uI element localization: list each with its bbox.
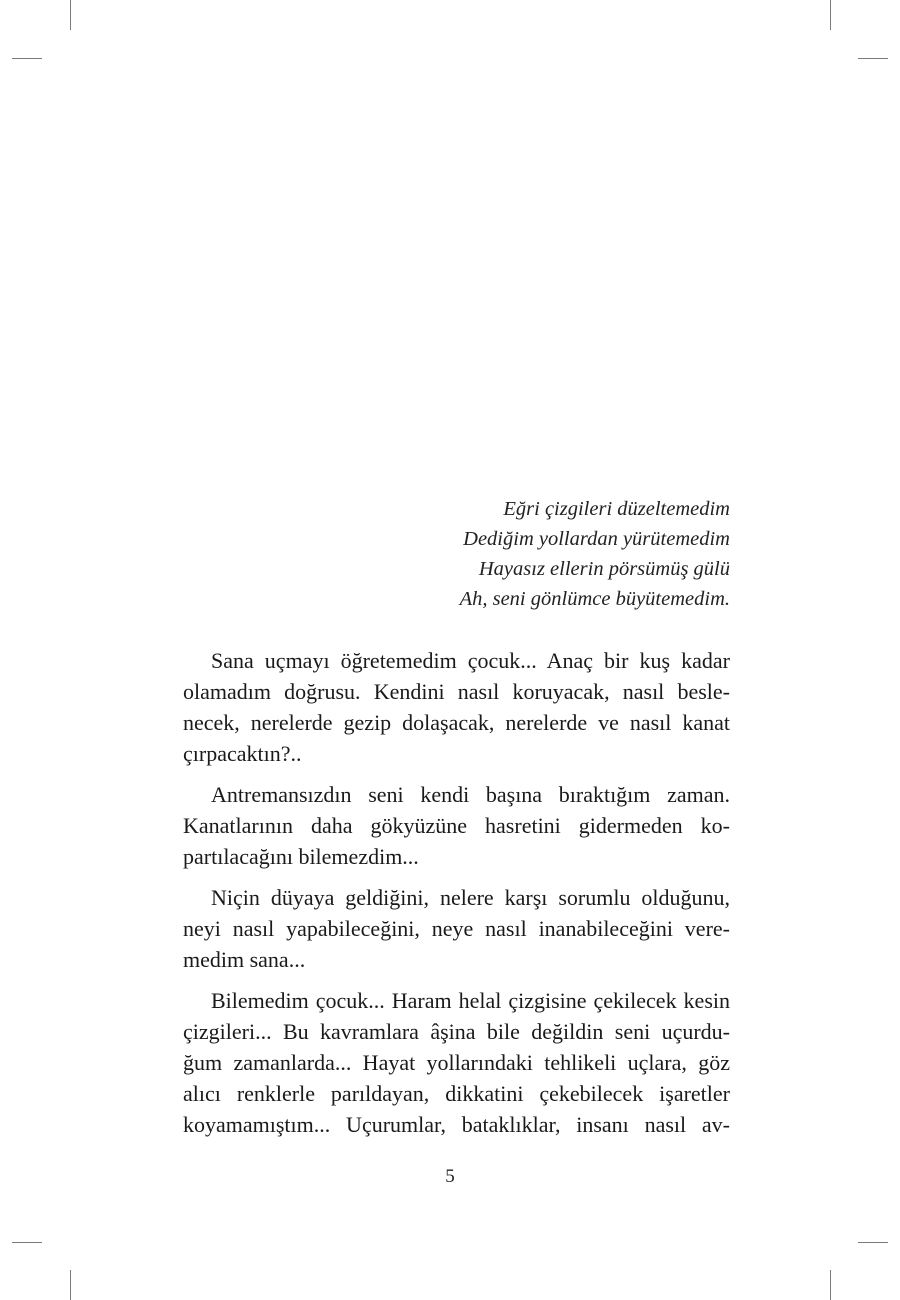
- paragraph: [183, 645, 730, 769]
- text-line: koyamamıştım... Uçurumlar, bataklıklar, insanı nasıl av-: [183, 1112, 730, 1137]
- text-line: partılacağını bilemezdim...: [183, 844, 419, 869]
- crop-mark: [70, 1270, 71, 1300]
- text-line: alıcı renklerle parıldayan, dikkatini çekebilecek işaretler: [183, 1081, 730, 1106]
- text-line: medim sana...: [183, 947, 306, 972]
- text-line: necek, nerelerde gezip dolaşacak, nerelerde ve nasıl kanat: [183, 710, 730, 735]
- body-text: [183, 645, 730, 1150]
- poem-line: Hayasız ellerin pörsümüş gülü: [478, 558, 730, 580]
- text-line: Bilemedim çocuk... Haram helal çizgisine çekilecek kesin: [211, 988, 730, 1013]
- crop-mark: [70, 0, 71, 30]
- text-line: Kanatlarının daha gökyüzüne hasretini gidermeden ko-: [183, 813, 730, 838]
- crop-mark: [830, 1270, 831, 1300]
- text-line: Niçin düyaya geldiğini, nelere karşı sorumlu olduğunu,: [211, 885, 730, 910]
- text-line: Antremansızdın seni kendi başına bıraktığım zaman.: [211, 782, 730, 807]
- page-number: 5: [445, 1166, 455, 1187]
- poem-line: Dediğim yollardan yürütemedim: [463, 528, 730, 550]
- text-line: ğum zamanlarda... Hayat yollarındaki tehlikeli uçlara, göz: [183, 1050, 730, 1075]
- paragraph: [183, 985, 730, 1140]
- paragraph: [183, 882, 730, 975]
- crop-mark: [830, 0, 831, 30]
- poem-line: Ah, seni gönlümce büyütemedim.: [459, 588, 730, 610]
- text-line: çizgileri... Bu kavramlara âşina bile değildin seni uçurdu-: [183, 1019, 730, 1044]
- text-line: olamadım doğrusu. Kendini nasıl koruyacak, nasıl besle-: [183, 679, 730, 704]
- text-line: neyi nasıl yapabileceğini, neye nasıl inanabileceğini vere-: [183, 916, 730, 941]
- crop-mark: [12, 58, 42, 59]
- crop-mark: [858, 1242, 888, 1243]
- crop-mark: [858, 58, 888, 59]
- poem-line: Eğri çizgileri düzeltemedim: [503, 498, 730, 520]
- paragraph: [183, 779, 730, 872]
- crop-mark: [12, 1242, 42, 1243]
- text-line: çırpacaktın?..: [183, 741, 302, 766]
- text-line: Sana uçmayı öğretemedim çocuk... Anaç bir kuş kadar: [211, 648, 730, 673]
- epigraph-poem: [380, 494, 730, 614]
